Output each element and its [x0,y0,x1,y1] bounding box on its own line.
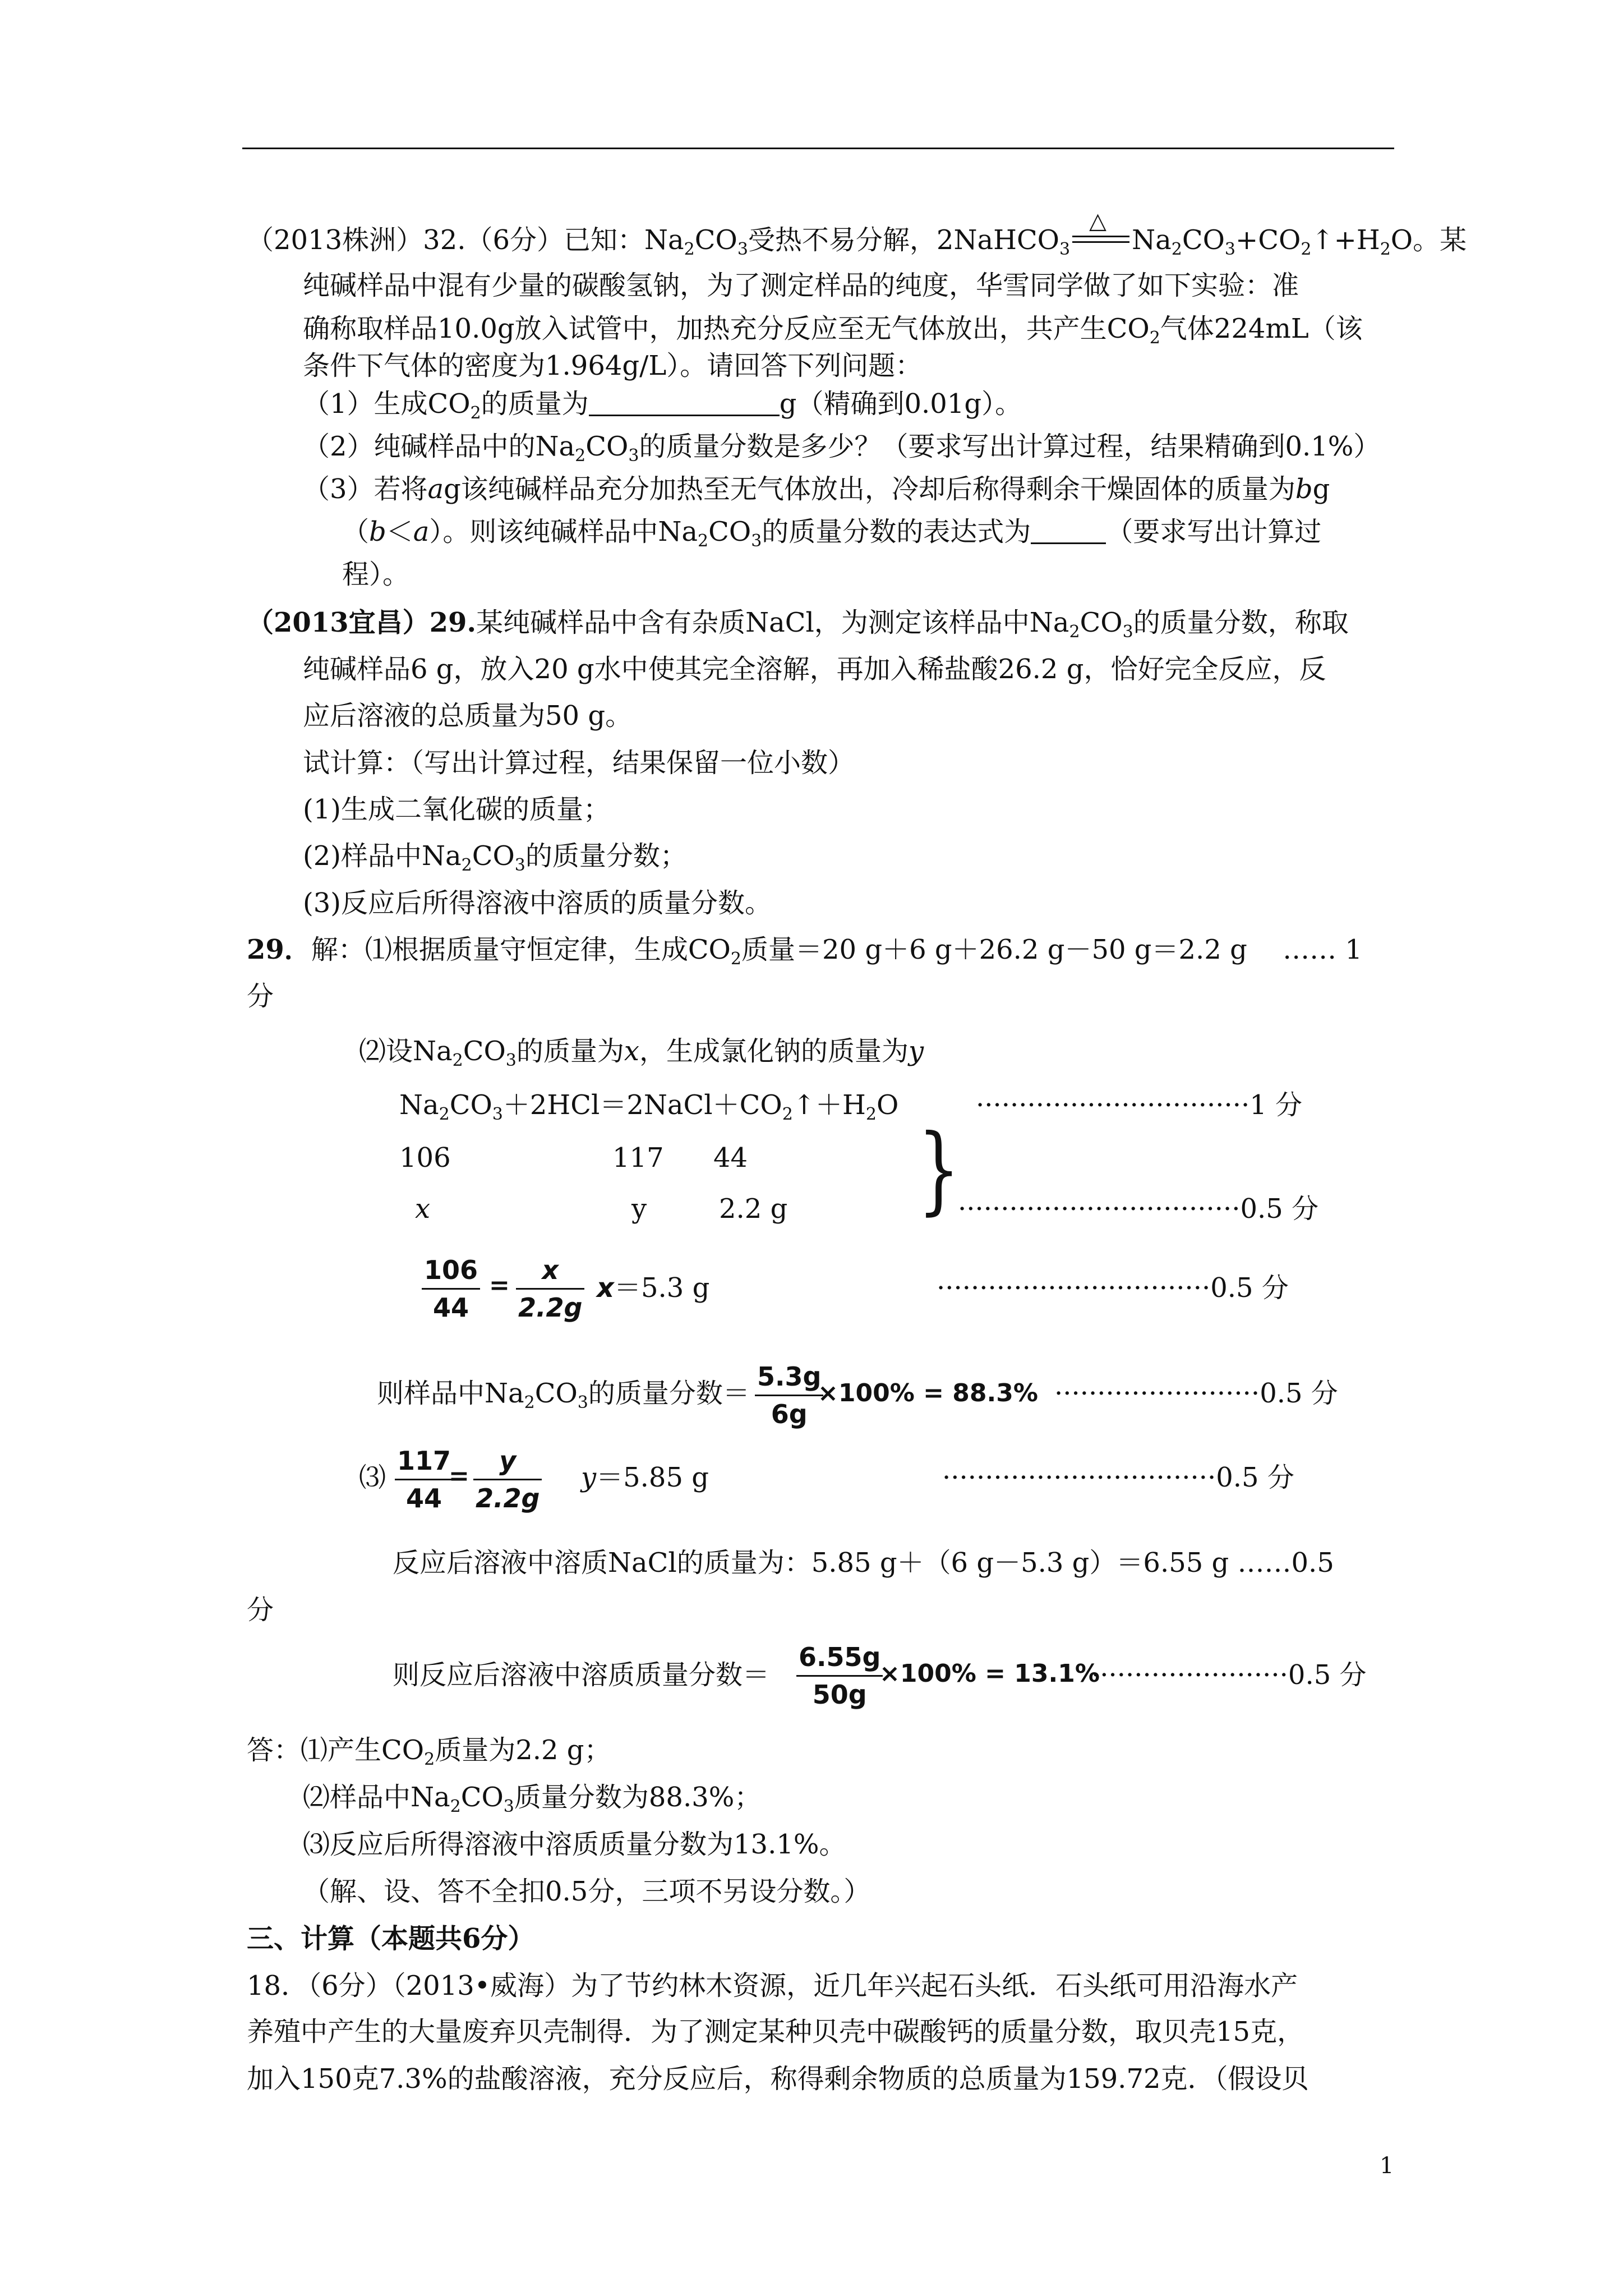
solution-setup: ⑵设$Na_2CO_3$的质量为x，生成氯化钠的质量为y [359,1036,924,1070]
q29-line-1: （2013宜昌）29.某纯碱样品中含有杂质NaCl，为测定该样品中$Na_2CO_3$的质量分数，称取 [247,607,1349,642]
section-title: 三、计算（本题共6分） [247,1923,535,1954]
result-y: y＝5.85 g [581,1462,709,1493]
percent-88-points: ························0.5 分 [1054,1378,1338,1409]
q29-item-2: (2)样品中$Na_2CO_3$的质量分数； [303,840,687,875]
unknown-y: y [631,1193,647,1225]
molar-mass-na2co3: 106 [399,1142,451,1174]
q18-line-1: 18．（6分）（2013•威海）为了节约林木资源，近几年兴起石头纸．石头纸可用沿海水产 [247,1970,1298,2001]
q32-line-1: （2013株洲）32.（6分）已知：$Na_2CO_3$受热不易分解，2NaHCO$_3$ △ $Na_2CO_3+CO_2↑+H_2O$。某 [247,223,1467,257]
right-brace: } [917,1114,960,1225]
q29-line-4: 试计算：（写出计算过程，结果保留一位小数） [303,747,855,779]
chemical-equation: $Na_2CO_3+2HCl=2NaCl+CO_2↑+H_2O$ [399,1089,899,1124]
q29-item-1: (1)生成二氧化碳的质量； [303,794,610,825]
grading-note: （解、设、答不全扣0.5分，三项不另设分数。） [303,1876,871,1907]
answer-3: ⑶反应后所得溶液中溶质质量分数为13.1%。 [303,1829,846,1860]
equals-sign-2: = [449,1462,469,1490]
answer-1: 答：⑴产生$CO_2$质量为2.2 g； [247,1734,611,1769]
mass-fraction-label: 则样品中$Na_2CO_3$的质量分数＝ [377,1378,750,1412]
percent-result-88: ×100% = 88.3% [818,1379,1038,1407]
q32-part-3: （3）若将ag该纯碱样品充分加热至无气体放出，冷却后称得剩余干燥固体的质量为bg [303,473,1330,505]
header-rule [242,148,1394,149]
fraction-5.3g-6g: 5.3g 6g [755,1361,823,1430]
q32-part-3-cont: （b＜a）。则该纯碱样品中$Na_2CO_3$的质量分数的表达式为 （要求写出计算过 [342,516,1322,551]
fraction-106-44: 106 44 [422,1254,480,1323]
q32-line-2: 纯碱样品中混有少量的碳酸氢钠，为了测定样品的纯度，华雪同学做了如下实验：准 [303,270,1299,301]
q29-item-3: (3)反应后所得溶液中溶质的质量分数。 [303,887,772,919]
answer-blank[interactable] [589,390,780,416]
brace-points: ·································0.5 分 [958,1193,1319,1225]
solute-fraction-label: 则反应后溶液中溶质质量分数＝ [393,1659,770,1691]
fraction-117-44: 117 44 [395,1445,453,1514]
result-x-points: ································0.5 分 [937,1272,1289,1304]
fraction-6.55g-50g: 6.55g 50g [796,1641,883,1710]
fraction-y-2.2g: y 2.2g [473,1445,542,1514]
part-3-label: ⑶ [359,1462,386,1493]
q32-part-1: （1）生成$CO_2$的质量为 g（精确到0.01g）。 [303,388,1022,423]
q32-part-2: （2）纯碱样品中的$Na_2CO_3$的质量分数是多少？（要求写出计算过程，结果精确到0.1%） [303,431,1381,466]
result-x: x＝5.3 g [597,1272,710,1304]
q29-line-2: 纯碱样品6 g，放入20 g水中使其完全溶解，再加入稀盐酸26.2 g，恰好完全反应，反 [303,654,1326,685]
fraction-x-2.2g: x 2.2g [516,1254,584,1323]
molar-mass-co2: 44 [713,1142,748,1174]
expression-blank[interactable] [1031,518,1106,544]
q32-line-3: 确称取样品10.0g放入试管中，加热充分反应至无气体放出，共产生$CO_2$气体224mL（该 [303,313,1363,348]
q18-line-3: 加入150克7.3%的盐酸溶液，充分反应后，称得剩余物质的总质量为159.72克．（假设贝 [247,2063,1309,2095]
percent-13-points: ·······················0.5 分 [1091,1659,1367,1691]
q32-part-3-end: 程）。 [342,559,410,590]
q29-line-3: 应后溶液的总质量为50 g。 [303,700,633,731]
result-y-points: ································0.5 分 [942,1462,1294,1493]
nacl-mass-line-end: 分 [247,1594,274,1626]
equation-points: ································1 分 [976,1089,1303,1121]
solution-line-1: 29．解：⑴根据质量守恒定律，生成$CO_2$质量＝20 g＋6 g＋26.2 g－50 g＝2.2 g …… 1 [247,934,1362,969]
q32-line-4: 条件下气体的密度为1.964g/L）。请回答下列问题： [303,350,923,381]
heat-symbol: △ [1089,208,1106,234]
answer-2: ⑵样品中$Na_2CO_3$质量分数为88.3%； [303,1782,762,1816]
nacl-mass-line: 反应后溶液中溶质NaCl的质量为：5.85 g＋（6 g－5.3 g）＝6.55 g ……0.5 [393,1547,1334,1579]
page-number: 1 [1380,2153,1394,2179]
known-co2-mass: 2.2 g [719,1193,788,1225]
percent-result-13: ×100% = 13.1% [879,1659,1100,1688]
q18-line-2: 养殖中产生的大量废弃贝壳制得．为了测定某种贝壳中碳酸钙的质量分数，取贝壳15克， [247,2016,1304,2047]
equals-sign: = [489,1271,510,1300]
solution-line-1-end: 分 [247,981,274,1012]
molar-mass-nacl: 117 [612,1142,664,1174]
unknown-x: x [415,1193,431,1225]
